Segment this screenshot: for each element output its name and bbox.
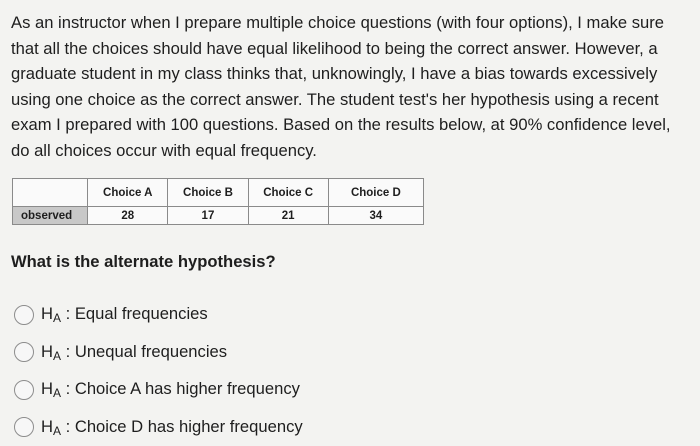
question-text: As an instructor when I prepare multiple choice questions (with four options), I make sure that all the choices should have equal likelihood to being the correct answer. However, a graduate student in my class thinks that, unknowingly, I have a bias towards excessively using one choice as the correct answer. The student test's her hypothesis using a recent exam I prepared with 100 questions. Based on the results below, at 90% confidence level, do all choices occur with equal frequency. <box>11 10 691 163</box>
header-choice-c: Choice C <box>248 179 328 207</box>
option-choice-a-higher[interactable] <box>14 371 303 409</box>
value-choice-a: 28 <box>88 207 168 225</box>
observed-frequency-table <box>12 178 424 225</box>
option-label: $H_A$ : Equal frequencies <box>41 304 208 325</box>
header-choice-b: Choice B <box>168 179 248 207</box>
option-unequal-frequencies[interactable] <box>14 334 303 372</box>
row-label-observed: observed <box>13 207 88 225</box>
radio-button[interactable] <box>14 417 34 437</box>
value-choice-b: 17 <box>168 207 248 225</box>
option-label: $H_A$ : Choice D has higher frequency <box>41 417 303 438</box>
table-header-row <box>13 179 424 207</box>
value-choice-c: 21 <box>248 207 328 225</box>
option-label: $H_A$ : Unequal frequencies <box>41 342 227 363</box>
option-choice-d-higher[interactable] <box>14 409 303 446</box>
sub-question: What is the alternate hypothesis? <box>11 252 276 272</box>
answer-options <box>14 296 303 446</box>
header-choice-d: Choice D <box>328 179 423 207</box>
radio-button[interactable] <box>14 342 34 362</box>
table-corner-cell <box>13 179 88 207</box>
radio-button[interactable] <box>14 380 34 400</box>
radio-button[interactable] <box>14 305 34 325</box>
header-choice-a: Choice A <box>88 179 168 207</box>
option-equal-frequencies[interactable] <box>14 296 303 334</box>
option-label: $H_A$ : Choice A has higher frequency <box>41 379 300 400</box>
value-choice-d: 34 <box>328 207 423 225</box>
table-row <box>13 207 424 225</box>
